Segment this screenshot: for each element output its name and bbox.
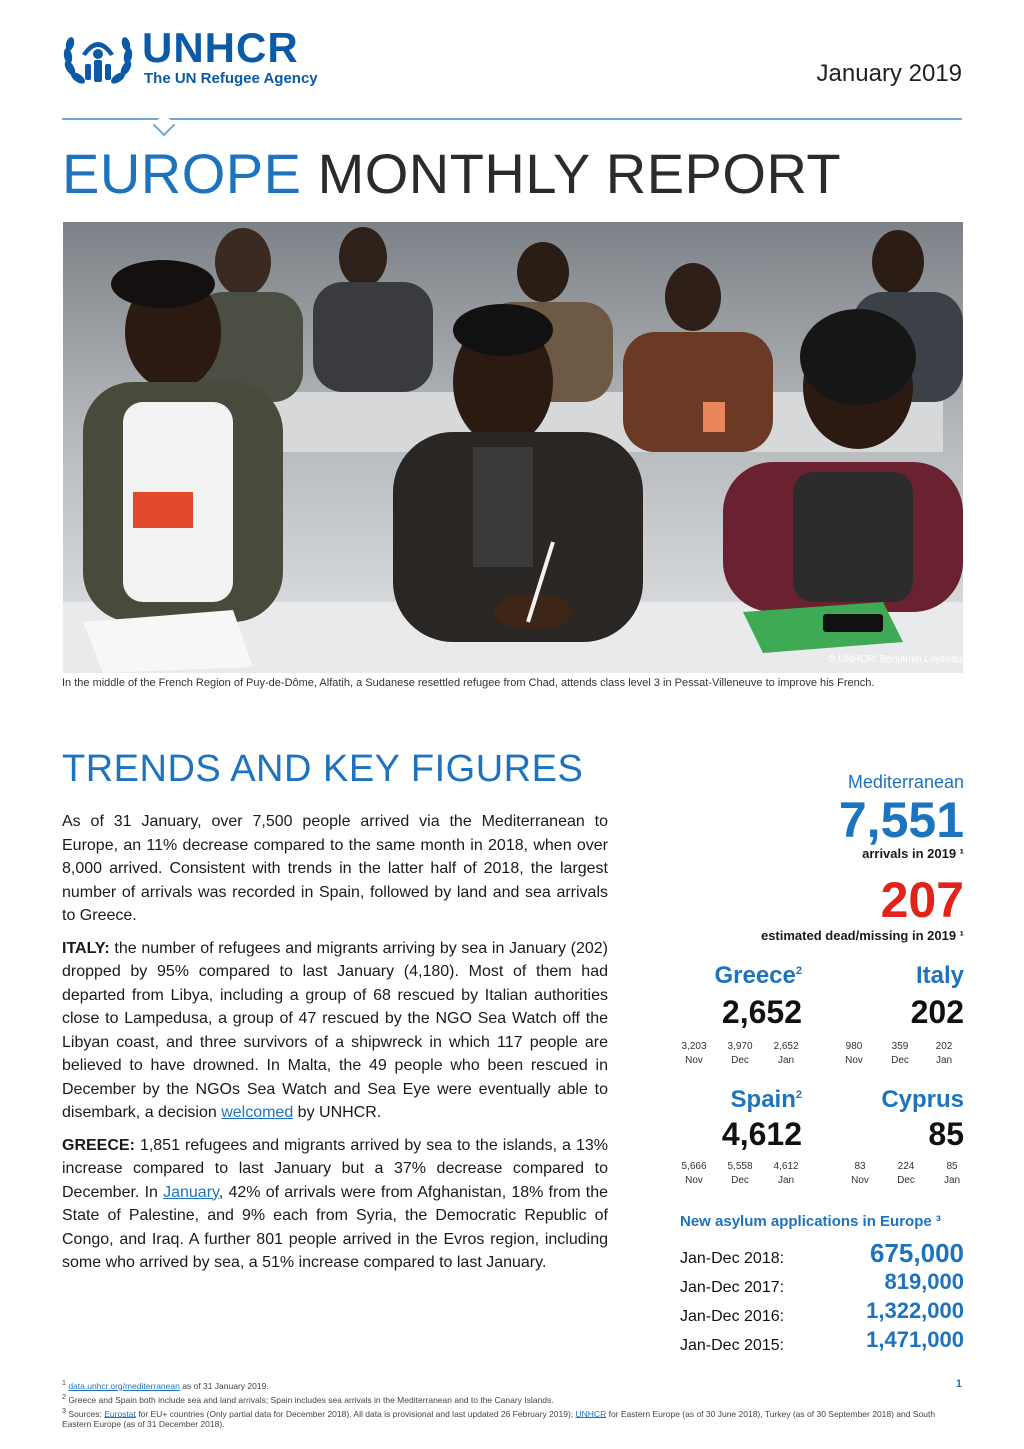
- photo-credit: © UNHCR/ Benjamin Loyseau: [827, 654, 962, 665]
- month-value: 224 Dec: [897, 1161, 915, 1186]
- country-spain-value: 4,612: [721, 1116, 802, 1152]
- country-cyprus-months: [840, 1160, 980, 1190]
- greece-text-end: , 42% of arrivals were from Afghanistan, 18% from the State of Palestine, and 9% each from Syria, the Democratic Republic of Congo, and Iraq. A further 801 people arrived in the Evros region, including some who arrived by sea, a 51% increase compared to last January.: [62, 1183, 608, 1271]
- country-spain-name: Spain$^2$: [730, 1086, 802, 1113]
- page-number: 1: [955, 1378, 962, 1390]
- mediterranean-arrivals-value: 7,551: [838, 792, 964, 848]
- month-value: 3,970 Dec: [727, 1041, 753, 1066]
- country-spain-months: [674, 1160, 814, 1190]
- country-greece-months: [674, 1040, 814, 1070]
- dead-missing-value: 207: [880, 872, 964, 928]
- asylum-label-2017: Jan-Dec 2017:: [680, 1279, 785, 1296]
- month-value: 5,666 Nov: [681, 1161, 707, 1186]
- welcomed-link[interactable]: welcomed: [221, 1104, 294, 1121]
- italy-lead: ITALY:: [62, 939, 110, 957]
- january-link[interactable]: January: [163, 1183, 219, 1201]
- page-title: [62, 142, 841, 206]
- country-greece-value: 2,652: [721, 994, 802, 1030]
- title-monthly-report: MONTHLY REPORT: [317, 142, 842, 205]
- footnote-1: $^1$ data.unhcr.org/mediterranean as of 31 January 2019.: [62, 1379, 269, 1391]
- laurel-emblem-icon: [60, 24, 136, 96]
- footnote-2: $^2$ Greece and Spain both include sea and land arrivals; Spain includes sea arrivals in the Mediterranean and to the Canary Islands.: [62, 1392, 554, 1405]
- brand-name: UNHCR: [142, 24, 299, 71]
- header-divider: [62, 118, 962, 120]
- month-value: 85 Jan: [943, 1161, 961, 1186]
- asylum-value-2018: 675,000: [870, 1238, 964, 1268]
- month-value: 4,612 Jan: [773, 1161, 799, 1186]
- asylum-label-2018: Jan-Dec 2018:: [680, 1250, 785, 1267]
- classroom-photo-illustration: [63, 222, 963, 673]
- footnote-3: $^3$ Sources: Eurostat for EU+ countries (Only partial data for December 2018). All data is provisional and last updated 26 February 2019); UNHCR for Eastern Europe (as of 30 June 2018), Turkey (as of 30 September 2018) and South Eastern Europe (as of 31 December 2018).: [62, 1406, 936, 1430]
- country-cyprus-name: Cyprus: [881, 1086, 964, 1113]
- paragraph-greece: [62, 1134, 608, 1275]
- asylum-label-2016: Jan-Dec 2016:: [680, 1308, 785, 1325]
- country-greece-name: Greece$^2$: [714, 962, 802, 989]
- dead-missing-caption: estimated dead/missing in 2019 ¹: [760, 928, 964, 943]
- cover-photo: [63, 222, 963, 673]
- asylum-label-2015: Jan-Dec 2015:: [680, 1337, 785, 1354]
- country-italy-value: 202: [910, 994, 964, 1030]
- asylum-value-2016: 1,322,000: [866, 1298, 964, 1323]
- italy-text: the number of refugees and migrants arriving by sea in January (202) dropped by 95% compared to last January (4,180). Most of them had departed from Libya, including a group of 68 rescued by Italian authorities close to Lampedusa, a group of 47 rescued by the NGO Sea Watch off the Libyan coast, and three survivors of a shipwreck in which 117 people are believed to have drowned. In Malta, the 49 people who been rescued in December by the NGOs Sea Watch and Sea Eye were eventually able to disembark, a decision: [62, 939, 608, 1121]
- brand-tagline: The UN Refugee Agency: [144, 70, 318, 87]
- mediterranean-label: Mediterranean: [847, 772, 964, 792]
- section-title: TRENDS AND KEY FIGURES: [62, 748, 584, 790]
- photo-caption: In the middle of the French Region of Puy-de-Dôme, Alfatih, a Sudanese resettled refugee from Chad, attends class level 3 in Pessat-Villeneuve to improve his French.: [62, 677, 875, 689]
- eurostat-link[interactable]: Eurostat: [104, 1408, 136, 1419]
- paragraph-italy: [62, 937, 608, 1125]
- asylum-value-2017: 819,000: [884, 1269, 964, 1294]
- month-value: 83 Nov: [851, 1161, 869, 1186]
- paragraph-overview: As of 31 January, over 7,500 people arrived via the Mediterranean to Europe, an 11% decrease compared to the same month in 2018, when over 8,000 arrived. Consistent with trends in the latter half of 2018, the largest number of arrivals was recorded in Spain, followed by land and sea arrivals to Greece.: [62, 813, 608, 924]
- greece-lead: GREECE:: [62, 1136, 135, 1154]
- unhcr-logo: [60, 22, 350, 98]
- month-value: 3,203 Nov: [681, 1041, 707, 1066]
- asylum-value-2015: 1,471,000: [866, 1327, 964, 1352]
- unhcr-link[interactable]: UNHCR: [575, 1408, 607, 1419]
- mediterranean-arrivals-caption: arrivals in 2019 ¹: [862, 846, 964, 861]
- country-italy-name: Italy: [915, 962, 964, 989]
- month-value: 202 Jan: [935, 1041, 953, 1066]
- month-value: 2,652 Jan: [773, 1041, 799, 1066]
- report-date: January 2019: [816, 60, 962, 87]
- asylum-applications-title: New asylum applications in Europe ³: [680, 1213, 941, 1230]
- month-value: 980 Nov: [845, 1041, 863, 1066]
- greece-text: 1,851 refugees and migrants arrived by sea to the islands, a 13% increase compared to last January but a 37% decrease compared to December. In: [62, 1136, 608, 1201]
- report-body: [62, 810, 608, 1284]
- title-europe: EUROPE: [62, 142, 302, 205]
- country-cyprus-value: 85: [928, 1116, 964, 1152]
- country-italy-months: [834, 1040, 974, 1070]
- italy-text-end: by UNHCR.: [293, 1104, 382, 1121]
- footnote-1-link[interactable]: data.unhcr.org/mediterranean: [68, 1380, 180, 1391]
- month-value: 5,558 Dec: [727, 1161, 753, 1186]
- footnotes: [62, 1378, 962, 1430]
- month-value: 359 Dec: [891, 1041, 909, 1066]
